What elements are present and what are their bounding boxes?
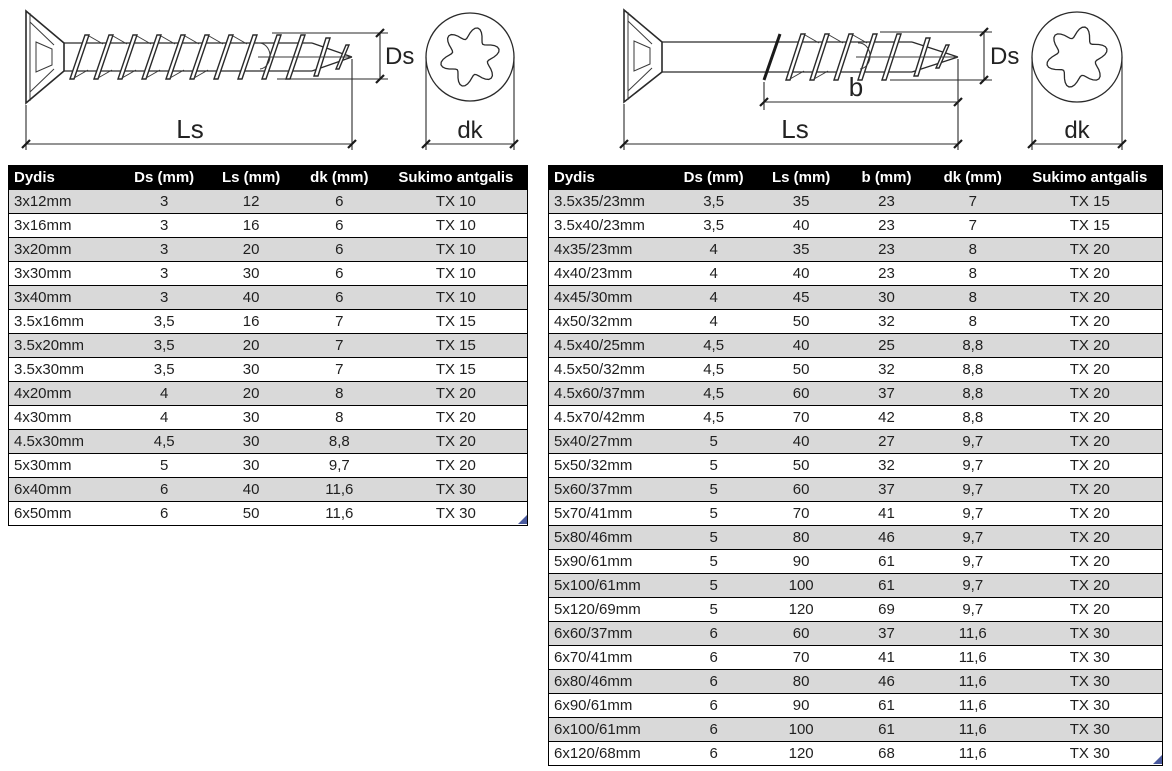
table-cell: TX 15 <box>1018 190 1163 214</box>
table-cell: 6x70/41mm <box>549 646 671 670</box>
table-cell: 50 <box>757 454 845 478</box>
table-cell: TX 20 <box>1018 526 1163 550</box>
table-cell: 37 <box>845 382 928 406</box>
table-cell: TX 30 <box>1018 742 1163 766</box>
table-cell: 6 <box>670 694 757 718</box>
table-cell: 11,6 <box>928 646 1018 670</box>
table-row <box>549 334 1163 358</box>
table-row <box>549 358 1163 382</box>
table-cell: 5x90/61mm <box>549 550 671 574</box>
table-cell: 90 <box>757 694 845 718</box>
table-cell: 6x100/61mm <box>549 718 671 742</box>
table-cell: TX 20 <box>385 454 528 478</box>
table-row <box>9 406 528 430</box>
table-cell: 8,8 <box>928 358 1018 382</box>
table-cell: TX 20 <box>385 430 528 454</box>
ls-label: Ls <box>781 114 809 144</box>
column-header: Sukimo antgalis <box>385 166 528 190</box>
table-row <box>549 382 1163 406</box>
table-cell: 25 <box>845 334 928 358</box>
screw-shank-thread <box>662 34 958 80</box>
table-cell: 69 <box>845 598 928 622</box>
table-cell: 9,7 <box>928 454 1018 478</box>
table-cell: 45 <box>757 286 845 310</box>
table-row <box>549 598 1163 622</box>
table-cell: 46 <box>845 670 928 694</box>
table-cell: 6x90/61mm <box>549 694 671 718</box>
table-cell: 23 <box>845 214 928 238</box>
table-cell: 6 <box>120 502 208 526</box>
table-row <box>549 310 1163 334</box>
column-header: Sukimo antgalis <box>1018 166 1163 190</box>
table-cell: TX 20 <box>1018 454 1163 478</box>
table-cell: 8,8 <box>294 430 385 454</box>
table-cell: 100 <box>757 574 845 598</box>
torx-recess <box>1047 27 1107 87</box>
table-cell: TX 10 <box>385 286 528 310</box>
table-cell: 4 <box>670 238 757 262</box>
ds-label: Ds <box>990 43 1020 70</box>
table-cell: 6x40mm <box>9 478 121 502</box>
table-row <box>9 502 528 526</box>
table-cell: 9,7 <box>928 526 1018 550</box>
table-cell: 7 <box>294 358 385 382</box>
table-cell: 4x20mm <box>9 382 121 406</box>
table-cell: 100 <box>757 718 845 742</box>
table-cell: 4,5 <box>670 334 757 358</box>
table-cell: 40 <box>757 334 845 358</box>
table-row <box>9 262 528 286</box>
header-row <box>9 166 528 190</box>
table-cell: 46 <box>845 526 928 550</box>
table-row <box>549 406 1163 430</box>
table-cell: 5 <box>670 574 757 598</box>
table-row <box>549 286 1163 310</box>
table-cell: 3x16mm <box>9 214 121 238</box>
column-header: Ls (mm) <box>757 166 845 190</box>
table-cell: 3.5x16mm <box>9 310 121 334</box>
table-cell: 50 <box>757 358 845 382</box>
table-row <box>9 190 528 214</box>
table-cell: 5x120/69mm <box>549 598 671 622</box>
table-cell: TX 15 <box>385 358 528 382</box>
table-cell: 20 <box>208 238 294 262</box>
table-cell: TX 20 <box>1018 310 1163 334</box>
table-row <box>549 622 1163 646</box>
table-cell: 9,7 <box>928 478 1018 502</box>
table-cell: 6 <box>294 286 385 310</box>
table-cell: 30 <box>208 454 294 478</box>
table-cell: 7 <box>928 214 1018 238</box>
table-cell: 6 <box>670 670 757 694</box>
table-cell: 40 <box>208 478 294 502</box>
table-row <box>9 358 528 382</box>
table-cell: 8,8 <box>928 382 1018 406</box>
torx-head-view <box>1028 12 1126 150</box>
table-cell: 30 <box>208 406 294 430</box>
table-cell: 3 <box>120 190 208 214</box>
table-cell: 5 <box>670 454 757 478</box>
table-row <box>9 454 528 478</box>
table-cell: 23 <box>845 238 928 262</box>
table-cell: 23 <box>845 262 928 286</box>
column-header: Ds (mm) <box>120 166 208 190</box>
table-cell: TX 30 <box>1018 622 1163 646</box>
table-cell: TX 30 <box>1018 694 1163 718</box>
table-cell: TX 30 <box>385 502 528 526</box>
table-cell: 16 <box>208 310 294 334</box>
table-row <box>549 214 1163 238</box>
table-cell: 60 <box>757 382 845 406</box>
table-row <box>549 718 1163 742</box>
ls-label: Ls <box>176 114 204 144</box>
table-cell: 4.5x50/32mm <box>549 358 671 382</box>
table-cell: 6x60/37mm <box>549 622 671 646</box>
table-cell: 6 <box>294 214 385 238</box>
table-cell: TX 30 <box>1018 670 1163 694</box>
table-cell: 30 <box>845 286 928 310</box>
screw-diagram-partial-thread <box>620 10 1126 150</box>
screw-head-side-view <box>624 10 662 102</box>
table-cell: TX 30 <box>1018 646 1163 670</box>
table-row <box>9 334 528 358</box>
table-cell: TX 20 <box>1018 502 1163 526</box>
table-cell: 40 <box>757 214 845 238</box>
table-cell: 32 <box>845 310 928 334</box>
table-cell: 5x80/46mm <box>549 526 671 550</box>
table-cell: 4.5x30mm <box>9 430 121 454</box>
table-cell: 8 <box>928 310 1018 334</box>
table-cell: 8 <box>294 406 385 430</box>
table-cell: 3.5x30mm <box>9 358 121 382</box>
table-cell: 3.5x35/23mm <box>549 190 671 214</box>
table-cell: 120 <box>757 598 845 622</box>
table-cell: 6 <box>670 718 757 742</box>
table-cell: 61 <box>845 694 928 718</box>
table-cell: 4.5x70/42mm <box>549 406 671 430</box>
table-cell: TX 20 <box>385 406 528 430</box>
table-cell: 3 <box>120 238 208 262</box>
table-cell: 4,5 <box>670 382 757 406</box>
table-cell: 5 <box>670 550 757 574</box>
table-cell: 70 <box>757 502 845 526</box>
table-cell: 9,7 <box>928 502 1018 526</box>
table-cell: 5 <box>670 598 757 622</box>
table-cell: 6 <box>294 190 385 214</box>
table-row <box>9 286 528 310</box>
table-cell: 35 <box>757 190 845 214</box>
table-cell: 5 <box>670 502 757 526</box>
table-cell: 8 <box>928 238 1018 262</box>
table-row <box>549 454 1163 478</box>
table-cell: 40 <box>757 262 845 286</box>
table-cell: 9,7 <box>928 598 1018 622</box>
table-cell: 6 <box>120 478 208 502</box>
partial-thread-screw-table <box>548 165 1163 766</box>
table-cell: 80 <box>757 526 845 550</box>
table-cell: 4.5x60/37mm <box>549 382 671 406</box>
column-header: Ds (mm) <box>670 166 757 190</box>
table-row <box>9 478 528 502</box>
table-cell: 5 <box>670 526 757 550</box>
table-cell: 50 <box>757 310 845 334</box>
table-cell: 9,7 <box>928 574 1018 598</box>
table-row <box>9 382 528 406</box>
table-cell: 90 <box>757 550 845 574</box>
table-cell: 20 <box>208 382 294 406</box>
table-cell: 30 <box>208 262 294 286</box>
table-cell: 41 <box>845 502 928 526</box>
table-cell: 6x50mm <box>9 502 121 526</box>
table-cell: 8 <box>928 262 1018 286</box>
table-cell: 6x120/68mm <box>549 742 671 766</box>
table-cell: 4,5 <box>120 430 208 454</box>
table-cell: 8,8 <box>928 334 1018 358</box>
table-cell: TX 10 <box>385 262 528 286</box>
table-row <box>9 214 528 238</box>
table-cell: 60 <box>757 478 845 502</box>
table-cell: TX 10 <box>385 190 528 214</box>
ds-label: Ds <box>385 43 415 70</box>
table-cell: 30 <box>208 430 294 454</box>
screw-diagram-full-thread <box>22 11 518 150</box>
b-label: b <box>848 72 864 102</box>
table-cell: 30 <box>208 358 294 382</box>
table-cell: 61 <box>845 574 928 598</box>
table-cell: TX 20 <box>1018 334 1163 358</box>
table-cell: 42 <box>845 406 928 430</box>
table-cell: TX 10 <box>385 238 528 262</box>
table-cell: 120 <box>757 742 845 766</box>
table-row <box>549 430 1163 454</box>
table-resize-handle[interactable] <box>518 515 527 524</box>
screw-shank-thread <box>64 35 352 79</box>
table-cell: 3,5 <box>120 334 208 358</box>
table-cell: 6 <box>294 262 385 286</box>
table-cell: TX 20 <box>1018 430 1163 454</box>
table-cell: 5 <box>120 454 208 478</box>
full-thread-screw-table <box>8 165 528 526</box>
screw-head-side-view <box>26 11 64 103</box>
table-cell: 5x70/41mm <box>549 502 671 526</box>
table-cell: 7 <box>294 310 385 334</box>
table-row <box>549 574 1163 598</box>
table-row <box>549 502 1163 526</box>
dk-label: dk <box>457 117 483 144</box>
table-row <box>549 190 1163 214</box>
torx-head-view <box>422 13 518 150</box>
table-cell: TX 20 <box>1018 382 1163 406</box>
table-cell: 4,5 <box>670 358 757 382</box>
table-row <box>549 550 1163 574</box>
table-cell: 3,5 <box>670 190 757 214</box>
table-cell: 35 <box>757 238 845 262</box>
table-cell: 4x30mm <box>9 406 121 430</box>
table-cell: 11,6 <box>928 670 1018 694</box>
table-row <box>9 310 528 334</box>
table-resize-handle[interactable] <box>1153 755 1162 764</box>
column-header: b (mm) <box>845 166 928 190</box>
table-cell: TX 20 <box>1018 358 1163 382</box>
table-cell: 12 <box>208 190 294 214</box>
table-cell: 11,6 <box>928 742 1018 766</box>
table-cell: 41 <box>845 646 928 670</box>
table-cell: 11,6 <box>294 502 385 526</box>
column-header: dk (mm) <box>294 166 385 190</box>
table-cell: 3.5x20mm <box>9 334 121 358</box>
table-cell: 3,5 <box>670 214 757 238</box>
table-cell: 7 <box>294 334 385 358</box>
column-header: Dydis <box>549 166 671 190</box>
table-cell: 37 <box>845 622 928 646</box>
table-cell: 4x40/23mm <box>549 262 671 286</box>
table-cell: TX 20 <box>1018 262 1163 286</box>
table-cell: 5x30mm <box>9 454 121 478</box>
table-cell: 5x60/37mm <box>549 478 671 502</box>
table-cell: TX 20 <box>1018 598 1163 622</box>
table-cell: 40 <box>208 286 294 310</box>
table-cell: 5x50/32mm <box>549 454 671 478</box>
table-cell: TX 10 <box>385 214 528 238</box>
table-row <box>9 238 528 262</box>
table-cell: 4,5 <box>670 406 757 430</box>
table-cell: 11,6 <box>294 478 385 502</box>
table-cell: 6 <box>294 238 385 262</box>
table-cell: 32 <box>845 454 928 478</box>
table-cell: 9,7 <box>928 550 1018 574</box>
table-row <box>549 670 1163 694</box>
table-cell: 3,5 <box>120 310 208 334</box>
table-cell: TX 20 <box>1018 574 1163 598</box>
table-cell: 50 <box>208 502 294 526</box>
table-cell: 4 <box>120 382 208 406</box>
table-cell: 6x80/46mm <box>549 670 671 694</box>
table-cell: 16 <box>208 214 294 238</box>
table-cell: 3 <box>120 214 208 238</box>
table-cell: TX 30 <box>385 478 528 502</box>
column-header: dk (mm) <box>928 166 1018 190</box>
table-cell: 5 <box>670 430 757 454</box>
table-cell: 5 <box>670 478 757 502</box>
dk-label: dk <box>1064 117 1090 144</box>
table-cell: 8 <box>928 286 1018 310</box>
table-cell: 4 <box>670 286 757 310</box>
table-cell: 8,8 <box>928 406 1018 430</box>
table-row <box>549 478 1163 502</box>
table-cell: 60 <box>757 622 845 646</box>
column-header: Ls (mm) <box>208 166 294 190</box>
table-cell: 3 <box>120 262 208 286</box>
table-cell: 3x30mm <box>9 262 121 286</box>
table-row <box>549 646 1163 670</box>
table-cell: 3x12mm <box>9 190 121 214</box>
table-cell: TX 20 <box>1018 286 1163 310</box>
table-cell: TX 15 <box>385 334 528 358</box>
table-cell: 9,7 <box>928 430 1018 454</box>
table-cell: 40 <box>757 430 845 454</box>
table-cell: 3 <box>120 286 208 310</box>
table-cell: 6 <box>670 622 757 646</box>
column-header: Dydis <box>9 166 121 190</box>
table-cell: 4.5x40/25mm <box>549 334 671 358</box>
table-cell: 11,6 <box>928 718 1018 742</box>
table-cell: 80 <box>757 670 845 694</box>
table-cell: 4 <box>670 310 757 334</box>
table-cell: 3,5 <box>120 358 208 382</box>
torx-recess <box>441 28 499 86</box>
header-row <box>549 166 1163 190</box>
table-cell: TX 20 <box>1018 550 1163 574</box>
table-cell: 5x40/27mm <box>549 430 671 454</box>
table-cell: 6 <box>670 742 757 766</box>
table-cell: 61 <box>845 718 928 742</box>
table-row <box>549 742 1163 766</box>
table-cell: TX 15 <box>1018 214 1163 238</box>
table-cell: 61 <box>845 550 928 574</box>
screw-technical-diagrams <box>0 0 1172 160</box>
table-cell: TX 30 <box>1018 718 1163 742</box>
table-cell: 70 <box>757 406 845 430</box>
table-cell: 4 <box>670 262 757 286</box>
table-cell: 8 <box>294 382 385 406</box>
table-row <box>549 262 1163 286</box>
table-cell: 9,7 <box>294 454 385 478</box>
table-cell: 20 <box>208 334 294 358</box>
table-cell: 23 <box>845 190 928 214</box>
table-cell: 27 <box>845 430 928 454</box>
table-cell: 68 <box>845 742 928 766</box>
table-cell: 5x100/61mm <box>549 574 671 598</box>
table-cell: 4x35/23mm <box>549 238 671 262</box>
table-cell: 3.5x40/23mm <box>549 214 671 238</box>
table-cell: TX 15 <box>385 310 528 334</box>
table-cell: 7 <box>928 190 1018 214</box>
table-cell: 70 <box>757 646 845 670</box>
table-cell: 6 <box>670 646 757 670</box>
table-cell: 37 <box>845 478 928 502</box>
table-cell: 32 <box>845 358 928 382</box>
table-row <box>549 694 1163 718</box>
table-cell: TX 20 <box>1018 238 1163 262</box>
table-cell: TX 20 <box>385 382 528 406</box>
table-cell: TX 20 <box>1018 478 1163 502</box>
table-cell: TX 20 <box>1018 406 1163 430</box>
table-cell: 4x45/30mm <box>549 286 671 310</box>
table-cell: 11,6 <box>928 694 1018 718</box>
table-cell: 4 <box>120 406 208 430</box>
table-row <box>549 238 1163 262</box>
table-cell: 11,6 <box>928 622 1018 646</box>
table-row <box>9 430 528 454</box>
table-cell: 3x40mm <box>9 286 121 310</box>
table-row <box>549 526 1163 550</box>
table-cell: 4x50/32mm <box>549 310 671 334</box>
table-cell: 3x20mm <box>9 238 121 262</box>
